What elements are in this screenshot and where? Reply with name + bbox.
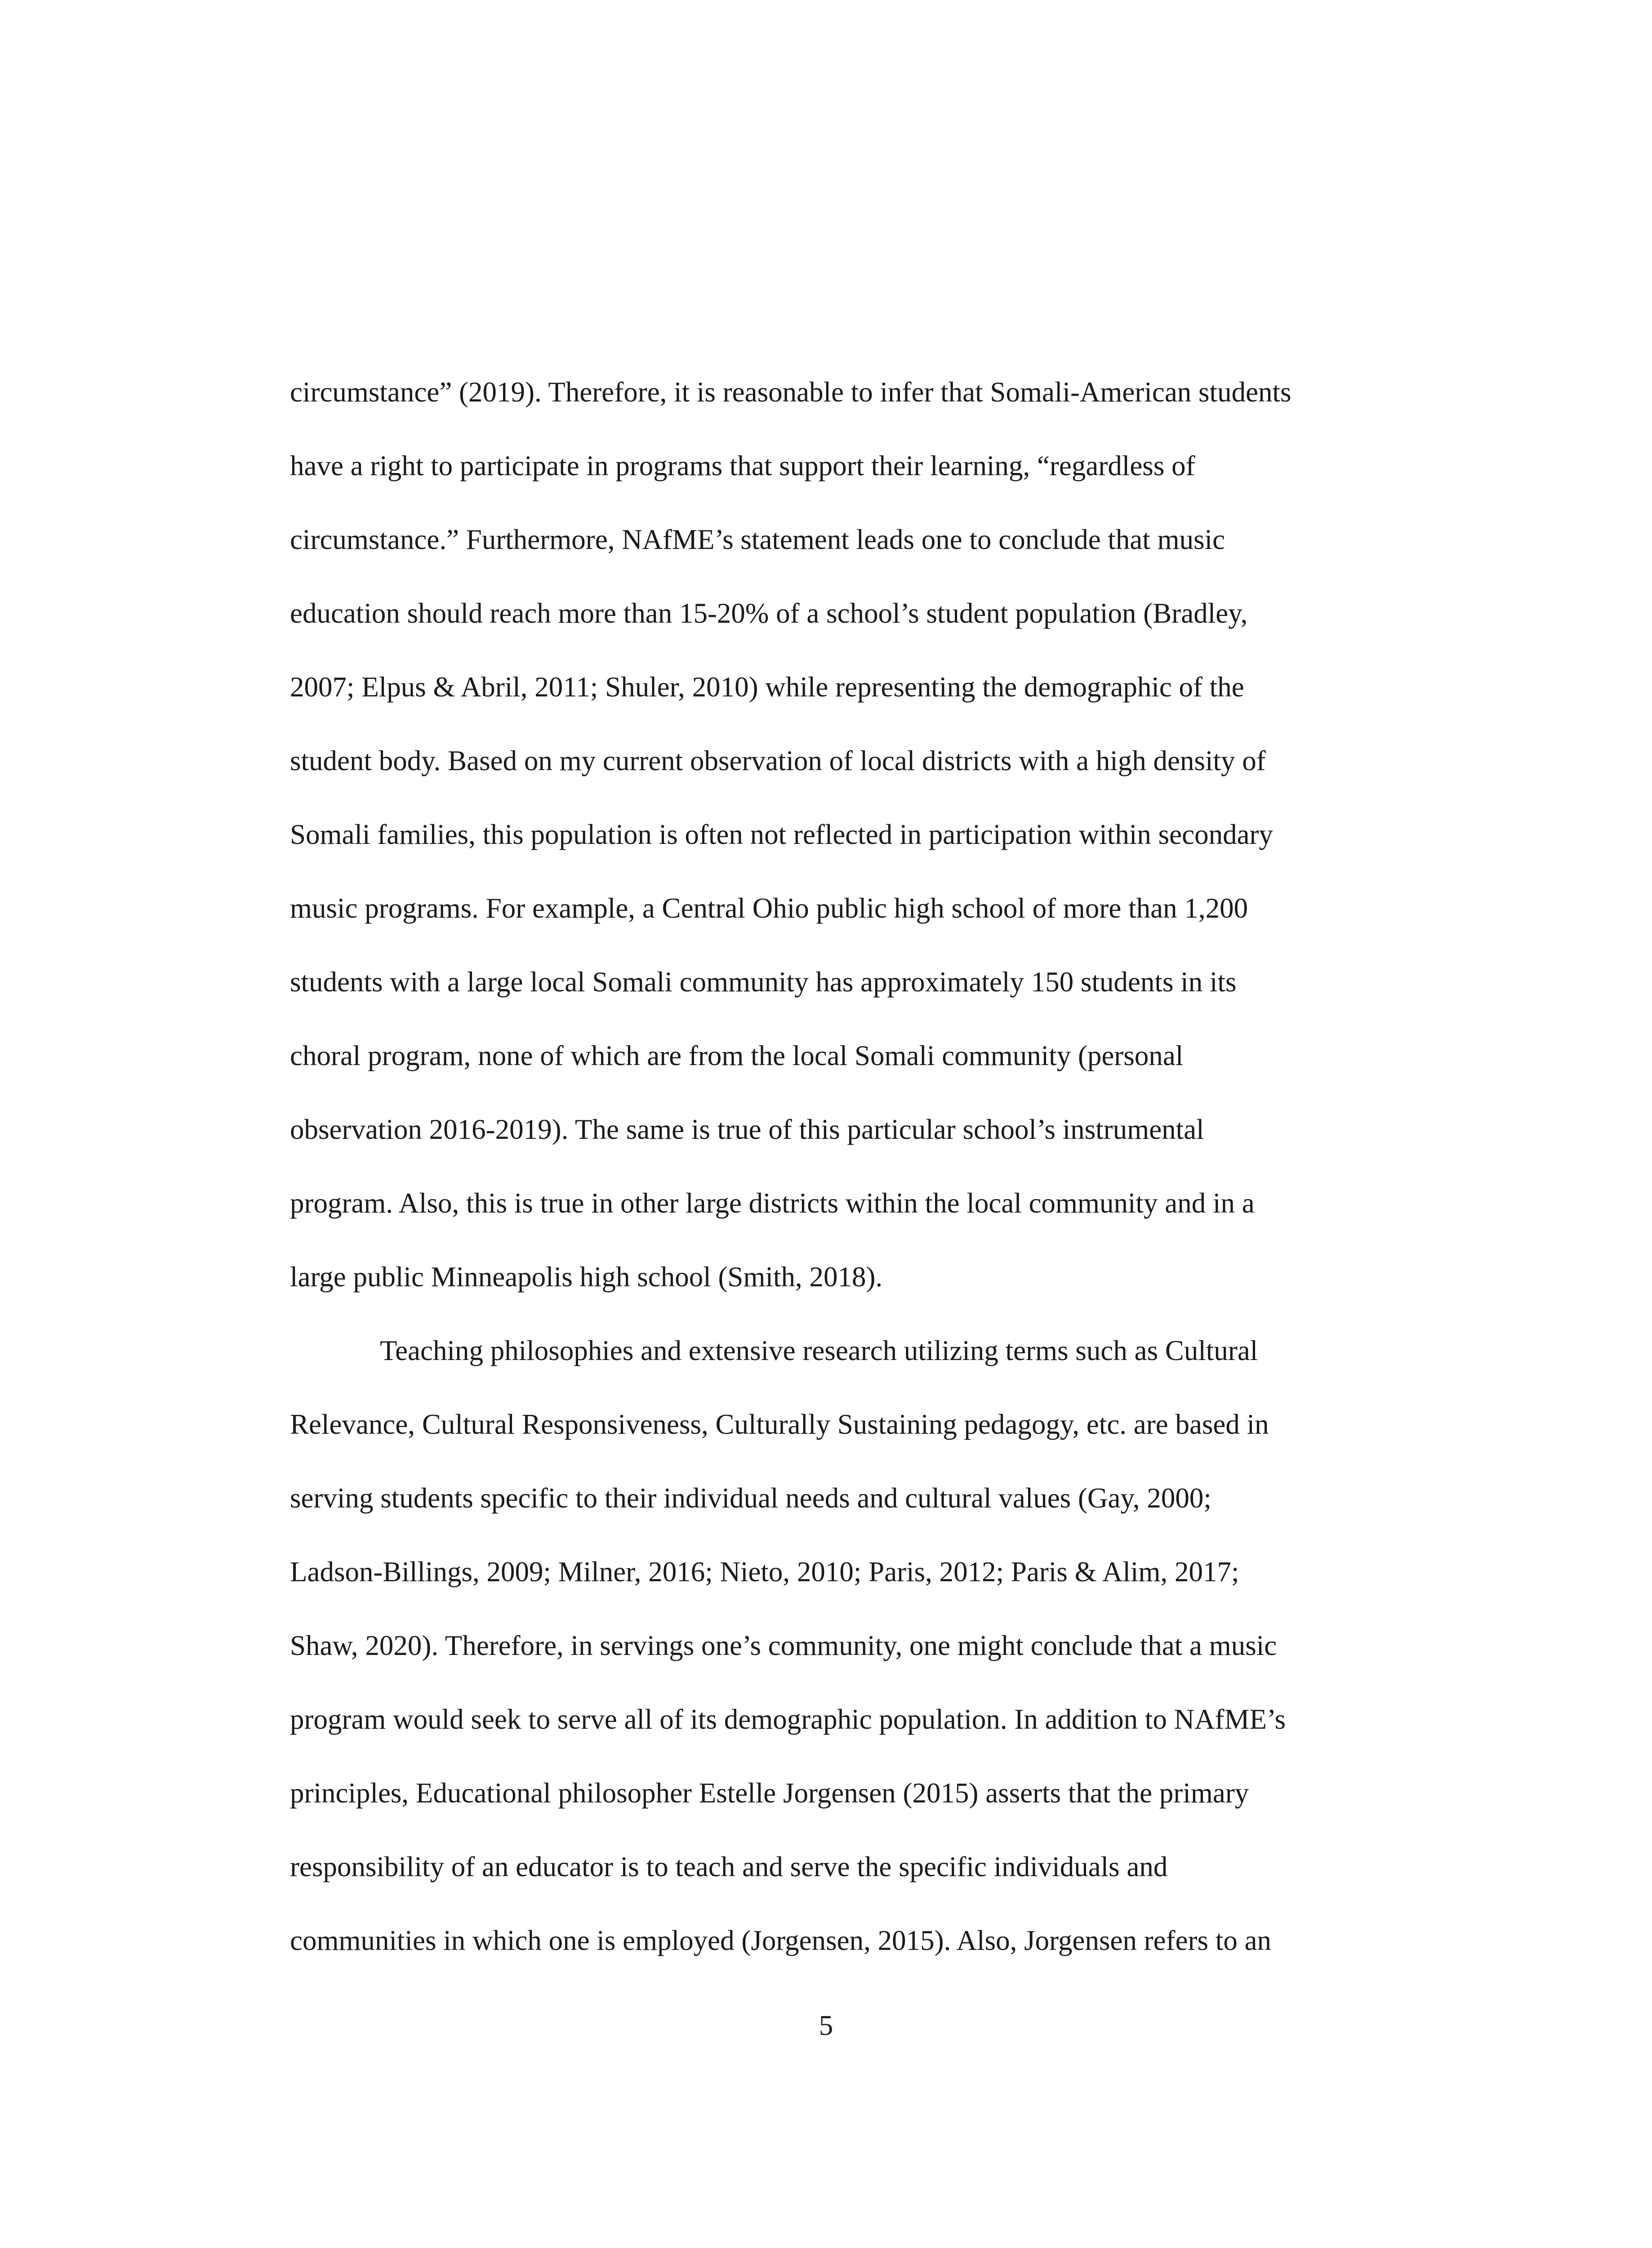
text-line: responsibility of an educator is to teach and serve the specific individuals and — [290, 1851, 1168, 1882]
text-line: Somali families, this population is often not reflected in participation within secondary — [290, 819, 1274, 850]
text-line: choral program, none of which are from the local Somali community (personal — [290, 1040, 1184, 1071]
text-line: principles, Educational philosopher Estelle Jorgensen (2015) asserts that the primary — [290, 1777, 1249, 1809]
text-line: Relevance, Cultural Responsiveness, Culturally Sustaining pedagogy, etc. are based in — [290, 1409, 1269, 1440]
text-line: circumstance” (2019). Therefore, it is reasonable to infer that Somali-American students — [290, 376, 1291, 408]
text-line: program would seek to serve all of its demographic population. In addition to NAfME’s — [290, 1704, 1286, 1735]
text-line: Shaw, 2020). Therefore, in servings one’s community, one might conclude that a music — [290, 1630, 1277, 1661]
text-line: student body. Based on my current observation of local districts with a high density of — [290, 745, 1266, 776]
paragraph-2 — [290, 1314, 1432, 1977]
text-line-indented: Teaching philosophies and extensive research utilizing terms such as Cultural — [380, 1335, 1258, 1366]
text-line: Ladson-Billings, 2009; Milner, 2016; Nieto, 2010; Paris, 2012; Paris & Alim, 2017; — [290, 1556, 1239, 1588]
text-line: students with a large local Somali community has approximately 150 students in its — [290, 966, 1237, 998]
text-line: serving students specific to their individual needs and cultural values (Gay, 2000; — [290, 1482, 1211, 1514]
paragraph-1 — [290, 355, 1432, 1314]
text-line: observation 2016-2019). The same is true of this particular school’s instrumental — [290, 1114, 1204, 1145]
text-line: 2007; Elpus & Abril, 2011; Shuler, 2010) while representing the demographic of the — [290, 671, 1244, 703]
text-line: program. Also, this is true in other large districts within the local community and in a — [290, 1187, 1255, 1219]
text-line: have a right to participate in programs that support their learning, “regardless of — [290, 450, 1195, 482]
text-line: education should reach more than 15-20% of a school’s student population (Bradley, — [290, 598, 1248, 629]
text-line: circumstance.” Furthermore, NAfME’s statement leads one to conclude that music — [290, 524, 1225, 555]
body-text — [290, 355, 1432, 1977]
text-line: music programs. For example, a Central Ohio public high school of more than 1,200 — [290, 892, 1248, 924]
page-number: 5 — [819, 2010, 833, 2041]
text-line: large public Minneapolis high school (Smith, 2018). — [290, 1261, 883, 1293]
text-line: communities in which one is employed (Jorgensen, 2015). Also, Jorgensen refers to an — [290, 1925, 1272, 1956]
